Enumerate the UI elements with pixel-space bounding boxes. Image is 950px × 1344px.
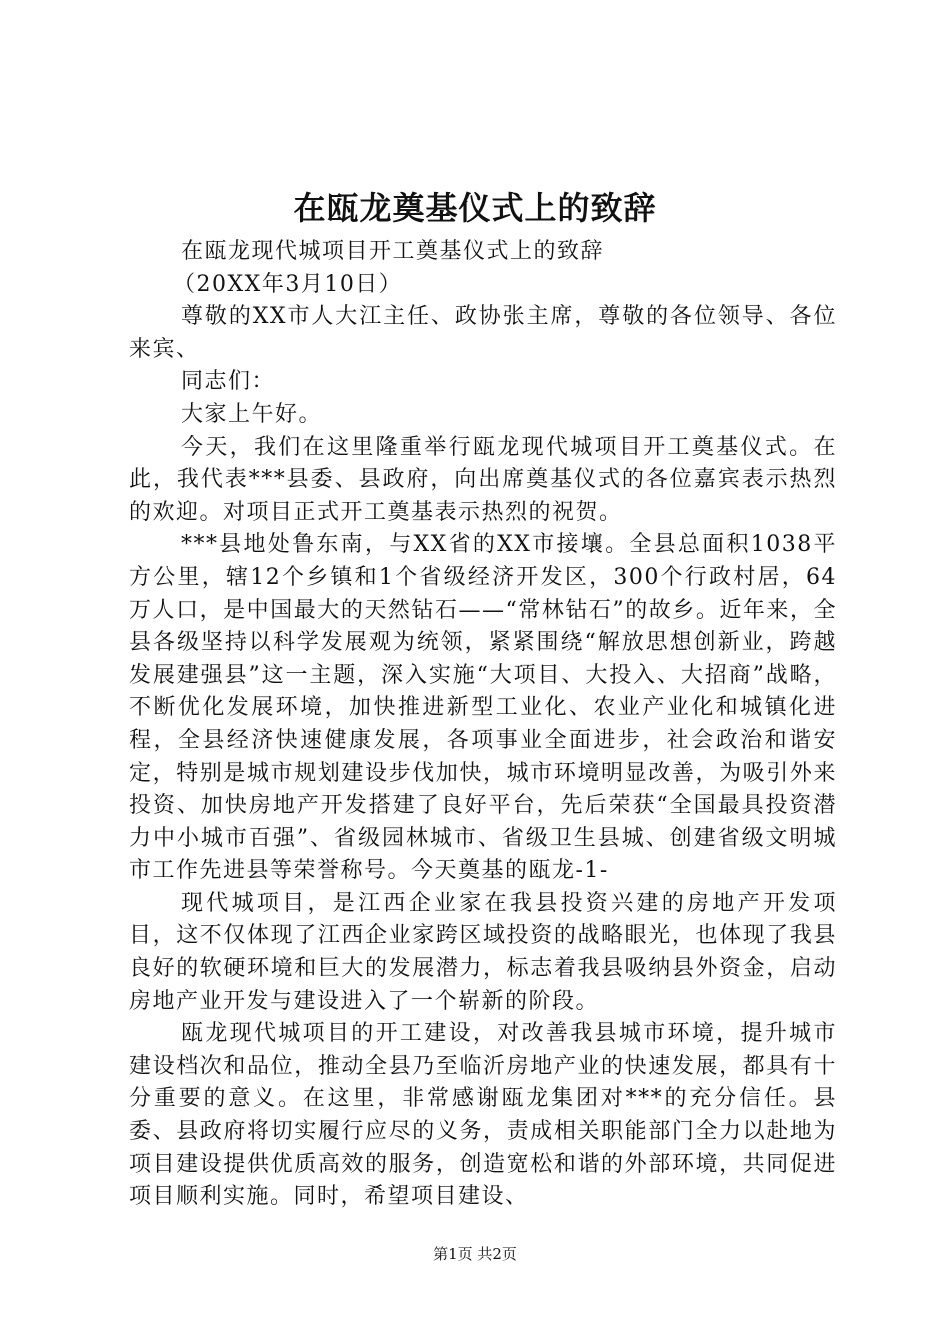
body-paragraph: 瓯龙现代城项目的开工建设，对改善我县城市环境，提升城市建设档次和品位，推动全县乃至临沂房地产业的快速发展，都具有十分重要的意义。在这里，非常感谢瓯龙集团对***的充分信任。县委、县政府将切实履行应尽的义务，责成相关职能部门全力以赴地为项目建设提供优质高效的服务，创造宽松和谐的外部环境，共同促进项目顺利实施。同时，希望项目建设、 [129, 1021, 837, 1210]
greeting-paragraph: 大家上午好。 [181, 401, 323, 427]
subtitle-paragraph: 在瓯龙现代城项目开工奠基仪式上的致辞 [181, 239, 605, 264]
body-paragraph: 现代城项目，是江西企业家在我县投资兴建的房地产开发项目，这不仅体现了江西企业家跨区域投资的战略眼光，也体现了我县良好的软硬环境和巨大的发展潜力，标志着我县吸纳县外资金，启动房地产业开发与建设进入了一个崭新的阶段。 [129, 890, 837, 1014]
document-body [129, 236, 837, 1214]
body-paragraph: ***县地处鲁东南，与XX省的XX市接壤。全县总面积1038平方公里，辖12个乡镇和1个省级经济开发区，300个行政村居，64万人口，是中国最大的天然钻石——“常林钻石”的故乡。近年来，全县各级坚持以科学发展观为统领，紧紧围绕“解放思想创新业，跨越发展建强县”这一主题，深入实施“大项目、大投入、大招商”战略，不断优化发展环境，加快推进新型工业化、农业产业化和城镇化进程，全县经济快速健康发展，各项事业全面进步，社会政治和谐安定，特别是城市规划建设步伐加快，城市环境明显改善，为吸引外来投资、加快房地产开发搭建了良好平台，先后荣获“全国最具投资潜力中小城市百强”、省级园林城市、省级卫生县城、创建省级文明城市工作先进县等荣誉称号。今天奠基的瓯龙-1- [129, 532, 837, 884]
date-paragraph: （20XX年3月10日） [173, 271, 403, 297]
salutation-paragraph: 尊敬的XX市人大江主任、政协张主席，尊敬的各位领导、各位来宾、 [129, 304, 837, 362]
body-paragraph: 今天，我们在这里隆重举行瓯龙现代城项目开工奠基仪式。在此，我代表***县委、县政府，向出席奠基仪式的各位嘉宾表示热烈的欢迎。对项目正式开工奠基表示热烈的祝贺。 [129, 434, 837, 525]
comrades-paragraph: 同志们： [181, 369, 276, 395]
document-title: 在瓯龙奠基仪式上的致辞 [293, 189, 657, 227]
page-footer: 第1页 共2页 [433, 1245, 517, 1263]
